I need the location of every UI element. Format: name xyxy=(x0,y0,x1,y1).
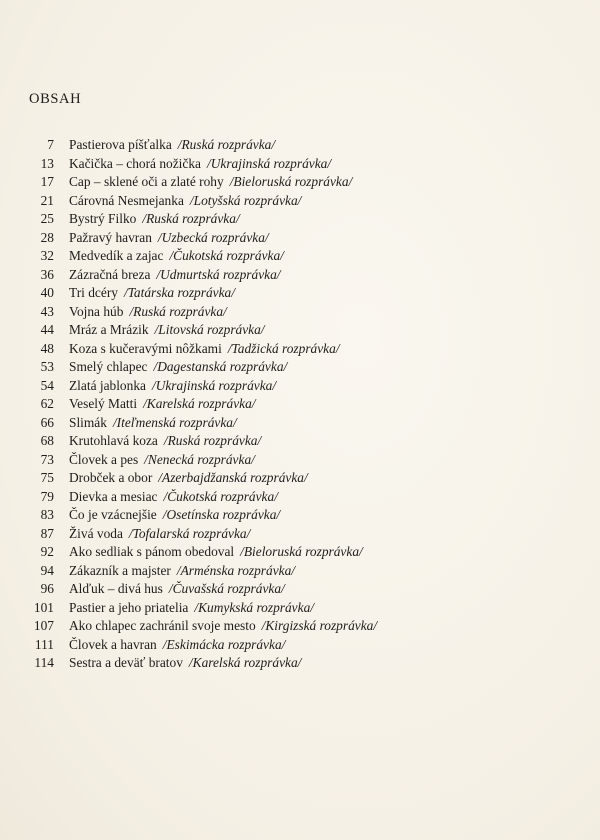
story-title: Medvedík a zajac xyxy=(69,248,164,263)
story-origin: /Azerbajdžanská rozprávka/ xyxy=(158,470,308,485)
story-origin: /Ukrajinská rozprávka/ xyxy=(206,155,332,171)
toc-entry xyxy=(0,451,600,470)
toc-entry-text xyxy=(69,303,227,322)
story-origin: /Ruská rozprávka/ xyxy=(177,137,276,152)
story-origin: /Udmurtská rozprávka/ xyxy=(156,266,281,282)
story-origin: /Bieloruská rozprávka/ xyxy=(229,174,353,189)
toc-entry-text xyxy=(69,525,250,544)
toc-entry xyxy=(0,469,600,488)
page-number: 54 xyxy=(40,377,54,393)
story-origin: /Kumykská rozprávka/ xyxy=(194,599,314,615)
story-title: Zlatá jablonka xyxy=(69,377,146,393)
story-origin: /Tadžická rozprávka/ xyxy=(227,340,340,356)
toc-entry-text xyxy=(69,488,278,507)
toc-entry xyxy=(0,173,600,192)
story-title: Ako chlapec zachránil svoje mesto xyxy=(69,618,256,633)
toc-entry xyxy=(0,284,600,303)
toc-entry xyxy=(0,229,600,248)
story-origin: /Litovská rozprávka/ xyxy=(154,322,265,337)
toc-entry xyxy=(0,488,600,507)
story-title: Veselý Matti xyxy=(69,396,138,411)
story-title: Kačička – chorá nožička xyxy=(69,155,201,171)
page-number: 75 xyxy=(40,470,54,485)
story-title: Slimák xyxy=(69,414,107,430)
story-origin: /Čuvašská rozprávka/ xyxy=(168,581,285,596)
toc-entry-text xyxy=(69,562,295,581)
story-origin: /Ruská rozprávka/ xyxy=(163,433,262,448)
toc-entry xyxy=(0,358,600,377)
page-number: 96 xyxy=(40,581,54,596)
toc-entry xyxy=(0,617,600,636)
toc-entry-text xyxy=(69,414,237,433)
story-title: Dievka a mesiac xyxy=(69,488,158,504)
toc-entry-text xyxy=(69,451,255,470)
toc-entry xyxy=(0,303,600,322)
story-origin: /Čukotská rozprávka/ xyxy=(169,248,284,263)
toc-entry xyxy=(0,432,600,451)
page-number: 36 xyxy=(40,266,54,282)
toc-entry xyxy=(0,525,600,544)
page-number: 7 xyxy=(47,137,54,152)
page-number: 68 xyxy=(40,433,54,448)
page-number: 44 xyxy=(40,322,54,337)
story-title: Pažravý havran xyxy=(69,229,152,245)
page-number: 87 xyxy=(40,525,54,541)
toc-entry-text xyxy=(69,173,352,192)
page-number: 92 xyxy=(40,544,54,559)
toc-entry-text xyxy=(69,210,240,229)
story-title: Alďuk – divá hus xyxy=(69,581,163,596)
story-title: Pastier a jeho priatelia xyxy=(69,599,189,615)
story-title: Cap – sklené oči a zlaté rohy xyxy=(69,174,224,189)
toc-entry-text xyxy=(69,599,314,618)
page-number: 53 xyxy=(40,359,54,374)
toc-entry xyxy=(0,377,600,396)
page-number: 94 xyxy=(40,562,54,578)
page-number: 79 xyxy=(40,488,54,504)
story-origin: /Osetínska rozprávka/ xyxy=(162,507,281,522)
page-number: 43 xyxy=(40,303,54,319)
toc-entry-text xyxy=(69,247,284,266)
toc-entry xyxy=(0,136,600,155)
page-number: 48 xyxy=(40,340,54,356)
page-number: 114 xyxy=(34,655,54,670)
story-title: Človek a pes xyxy=(69,451,139,467)
toc-entry xyxy=(0,506,600,525)
story-origin: /Uzbecká rozprávka/ xyxy=(157,229,269,245)
page-number: 13 xyxy=(40,155,54,171)
page-number: 32 xyxy=(40,248,54,263)
toc-entry-text xyxy=(69,136,275,155)
story-title: Krutohlavá koza xyxy=(69,433,158,448)
story-title: Sestra a deväť bratov xyxy=(69,655,183,670)
toc-entry-text xyxy=(69,580,285,599)
toc-entry-text xyxy=(69,266,281,285)
story-title: Bystrý Filko xyxy=(69,211,137,226)
toc-entry xyxy=(0,192,600,211)
toc-entry-text xyxy=(69,192,301,211)
toc-entry-text xyxy=(69,284,235,303)
story-title: Mráz a Mrázik xyxy=(69,322,149,337)
toc-entry-text xyxy=(69,636,285,655)
story-origin: /Eskimácka rozprávka/ xyxy=(162,636,286,652)
page-number: 25 xyxy=(40,211,54,226)
story-origin: /Arménska rozprávka/ xyxy=(176,562,296,578)
toc-entry xyxy=(0,562,600,581)
story-title: Cárovná Nesmejanka xyxy=(69,192,184,208)
story-origin: /Tatárska rozprávka/ xyxy=(123,285,235,300)
story-origin: /Ruská rozprávka/ xyxy=(142,211,240,226)
toc-entry-text xyxy=(69,155,331,174)
page-number: 40 xyxy=(40,285,54,300)
story-title: Ako sedliak s pánom obedoval xyxy=(69,544,235,559)
toc-entry xyxy=(0,321,600,340)
story-title: Koza s kučeravými nôžkami xyxy=(69,340,222,356)
story-title: Zázračná breza xyxy=(69,266,151,282)
story-title: Človek a havran xyxy=(69,636,157,652)
story-origin: /Bieloruská rozprávka/ xyxy=(240,544,363,559)
table-of-contents xyxy=(0,136,600,673)
story-title: Zákazník a majster xyxy=(69,562,171,578)
toc-entry xyxy=(0,247,600,266)
page-number: 107 xyxy=(33,618,54,633)
story-origin: /Lotyšská rozprávka/ xyxy=(189,192,302,208)
toc-entry-text xyxy=(69,654,301,673)
toc-entry xyxy=(0,340,600,359)
toc-entry xyxy=(0,580,600,599)
toc-entry-text xyxy=(69,543,363,562)
story-origin: /Tofalarská rozprávka/ xyxy=(128,525,251,541)
toc-entry xyxy=(0,654,600,673)
page-number: 21 xyxy=(40,192,54,208)
toc-entry-text xyxy=(69,506,280,525)
page-number: 66 xyxy=(40,414,54,430)
toc-entry-text xyxy=(69,377,276,396)
page-number: 101 xyxy=(33,599,54,615)
toc-entry-text xyxy=(69,229,269,248)
toc-entry xyxy=(0,266,600,285)
toc-entry-text xyxy=(69,358,287,377)
story-origin: /Ruská rozprávka/ xyxy=(129,303,227,319)
toc-entry-text xyxy=(69,321,265,340)
story-title: Smelý chlapec xyxy=(69,359,148,374)
toc-entry xyxy=(0,210,600,229)
page-number: 83 xyxy=(40,507,54,522)
story-origin: /Čukotská rozprávka/ xyxy=(163,488,278,504)
story-title: Čo je vzácnejšie xyxy=(69,507,157,522)
toc-entry-text xyxy=(69,617,377,636)
story-title: Tri dcéry xyxy=(69,285,118,300)
toc-entry-text xyxy=(69,469,308,488)
toc-entry xyxy=(0,414,600,433)
toc-entry-text xyxy=(69,432,261,451)
story-origin: /Iteľmenská rozprávka/ xyxy=(112,414,237,430)
story-title: Pastierova píšťalka xyxy=(69,137,172,152)
page-number: 28 xyxy=(40,229,54,245)
toc-entry xyxy=(0,395,600,414)
page-title: OBSAH xyxy=(29,91,82,107)
page-number: 111 xyxy=(34,636,54,652)
page-number: 17 xyxy=(40,174,54,189)
toc-entry xyxy=(0,155,600,174)
story-origin: /Kirgizská rozprávka/ xyxy=(261,618,378,633)
story-origin: /Karelská rozprávka/ xyxy=(188,655,302,670)
toc-entry xyxy=(0,599,600,618)
toc-entry xyxy=(0,543,600,562)
toc-entry xyxy=(0,636,600,655)
toc-entry-text xyxy=(69,340,340,359)
story-origin: /Dagestanská rozprávka/ xyxy=(153,359,288,374)
page-number: 73 xyxy=(40,451,54,467)
toc-entry-text xyxy=(69,395,256,414)
story-title: Živá voda xyxy=(69,525,123,541)
story-title: Drobček a obor xyxy=(69,470,153,485)
story-title: Vojna húb xyxy=(69,303,124,319)
story-origin: /Ukrajinská rozprávka/ xyxy=(151,377,277,393)
story-origin: /Nenecká rozprávka/ xyxy=(144,451,255,467)
story-origin: /Karelská rozprávka/ xyxy=(143,396,256,411)
page-number: 62 xyxy=(40,396,54,411)
